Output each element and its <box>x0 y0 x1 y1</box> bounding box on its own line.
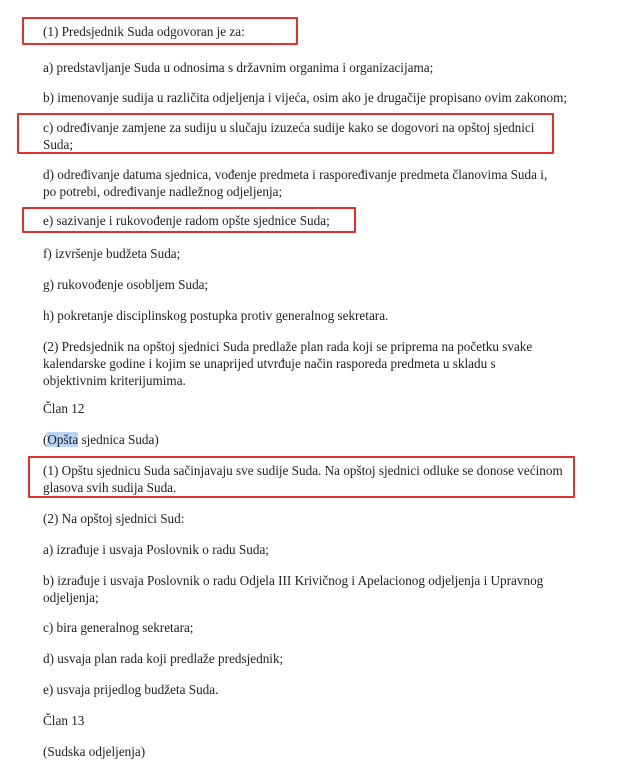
article-12-item-c: c) bira generalnog sekretara; <box>43 620 194 635</box>
article-12-subtitle <box>43 431 583 448</box>
subtitle-open-paren: ( <box>43 432 48 447</box>
article-13-subtitle: (Sudska odjeljenja) <box>43 744 146 759</box>
selected-text-opsta[interactable]: Opšta <box>47 432 79 447</box>
list-item-h: h) pokretanje disciplinskog postupka protiv generalnog sekretara. <box>43 308 389 323</box>
list-item-b: b) imenovanje sudija u različita odjeljenja i vijeća, osim ako je drugačije propisano ovim zakonom; <box>43 90 568 105</box>
list-item-c: c) određivanje zamjene za sudiju u slučaju izuzeća sudije kako se dogovori na opštoj sjednici Suda; <box>43 120 535 152</box>
list-item-d: d) određivanje datuma sjednica, vođenje predmeta i raspoređivanje predmeta članovima Suda i, po potrebi, određivanje nadležnog odjeljenja; <box>43 167 548 199</box>
paragraph-2-work-plan: (2) Predsjednik na opštoj sjednici Suda predlaže plan rada koji se priprema na početku svake kalendarske godine i kojim se unaprijed utvrđuje način rasporeda predmeta u skladu s objektivnim kriterijumima. <box>43 339 533 388</box>
article-12-paragraph-1: (1) Opštu sjednicu Suda sačinjavaju sve sudije Suda. Na opštoj sjednici odluke se donose većinom glasova svih sudija Suda. <box>43 463 563 495</box>
list-item-g: g) rukovođenje osobljem Suda; <box>43 277 209 292</box>
article-12-item-d: d) usvaja plan rada koji predlaže predsjednik; <box>43 651 284 666</box>
article-12-heading: Član 12 <box>43 401 85 416</box>
list-item-a: a) predstavljanje Suda u odnosima s državnim organima i organizacijama; <box>43 60 434 75</box>
article-12-item-a: a) izrađuje i usvaja Poslovnik o radu Suda; <box>43 542 269 557</box>
article-12-item-e: e) usvaja prijedlog budžeta Suda. <box>43 682 219 697</box>
list-item-f: f) izvršenje budžeta Suda; <box>43 246 181 261</box>
paragraph-1-president-responsible: (1) Predsjednik Suda odgovoran je za: <box>43 24 245 39</box>
list-item-e: e) sazivanje i rukovođenje radom opšte sjednice Suda; <box>43 213 330 228</box>
article-13-heading: Član 13 <box>43 713 85 728</box>
article-12-paragraph-2: (2) Na opštoj sjednici Sud: <box>43 511 185 526</box>
subtitle-rest: sjednica Suda) <box>78 432 159 447</box>
article-12-item-b: b) izrađuje i usvaja Poslovnik o radu Odjela III Krivičnog i Apelacionog odjeljenja i Upravnog odjeljenja; <box>43 573 544 605</box>
